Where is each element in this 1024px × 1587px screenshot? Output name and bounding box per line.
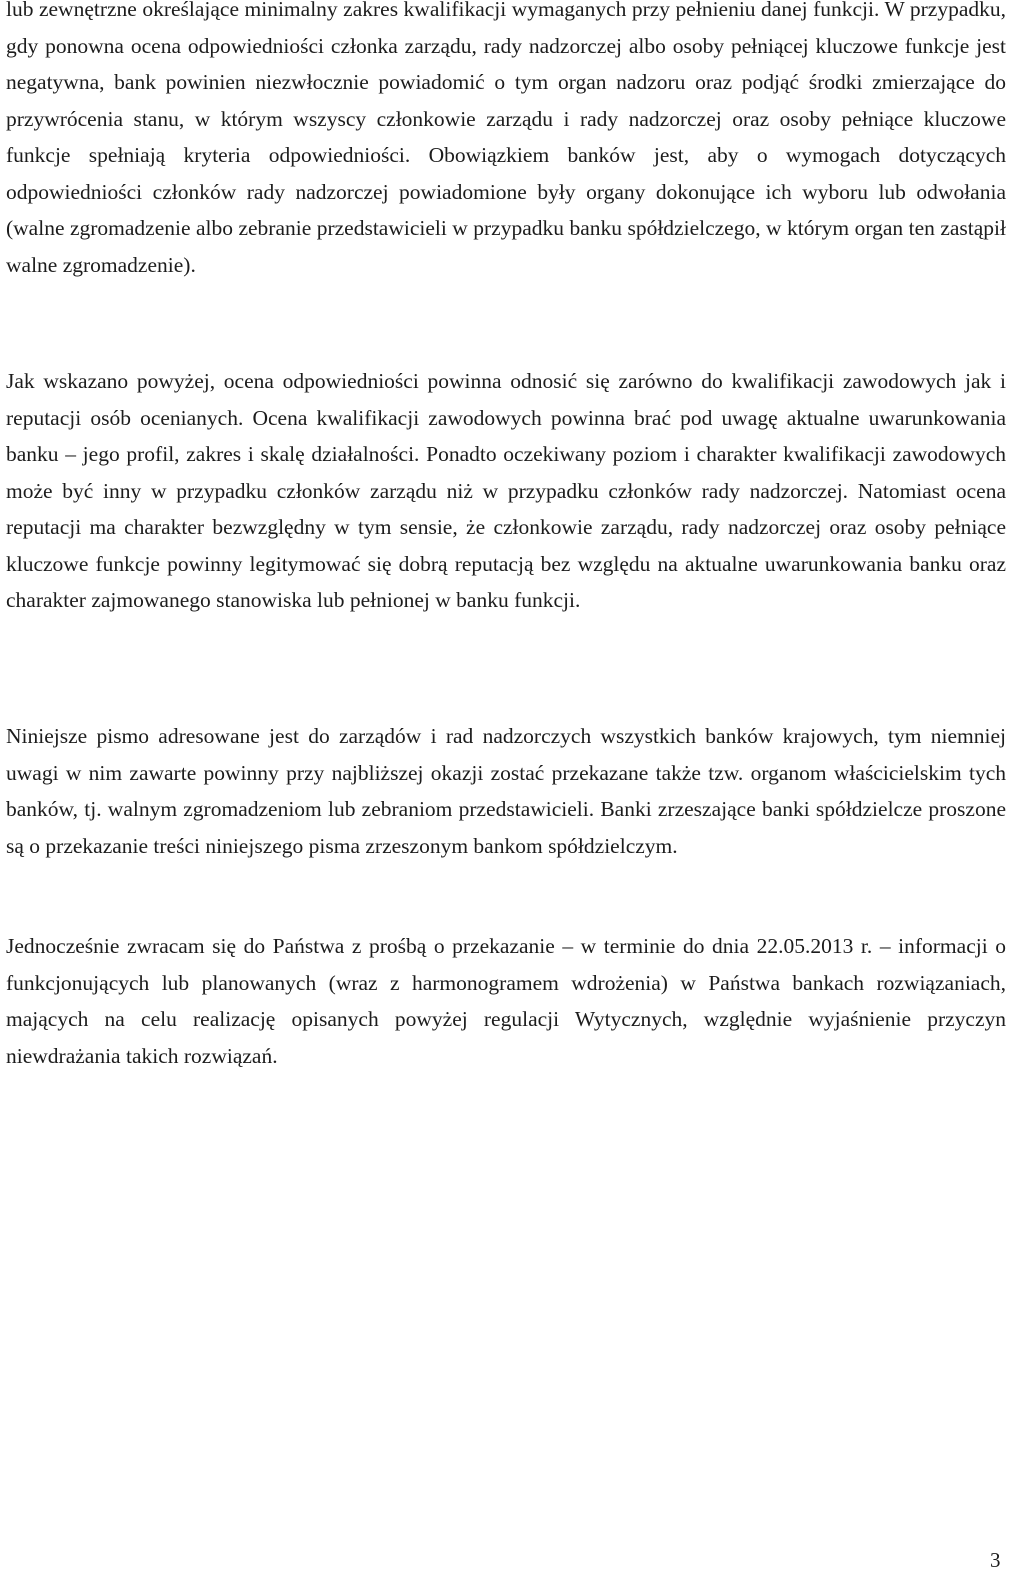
paragraph-addressees: Niniejsze pismo adresowane jest do zarządów i rad nadzorczych wszystkich banków krajowych, tym niemniej uwagi w nim zawarte powinny przy najbliższej okazji zostać przekazane także tzw. organom właścicielskim tych banków, tj. walnym zgromadzeniom lub zebraniom przedstawicieli. Banki zrzeszające banki spółdzielcze proszone są o przekazanie treści niniejszego pisma zrzeszonym bankom spółdzielczym. [6,724,1006,858]
paragraph-suitability-reassessment: lub zewnętrzne określające minimalny zakres kwalifikacji wymaganych przy pełnieniu danej funkcji. W przypadku, gdy ponowna ocena odpowiedniości członka zarządu, rady nadzorczej albo osoby pełniącej kluczowe funkcje jest negatywna, bank powinien niezwłocznie powiadomić o tym organ nadzoru oraz podjąć środki zmierzające do przywrócenia stanu, w którym wszyscy członkowie zarządu i rady nadzorczej oraz osoby pełniące kluczowe funkcje spełniają kryteria odpowiedniości. Obowiązkiem banków jest, aby o wymogach dotyczących odpowiedniości członków rady nadzorczej powiadomione były organy dokonujące ich wyboru lub odwołania (walne zgromadzenie albo zebranie przedstawicieli w przypadku banku spółdzielczego, w którym organ ten zastąpił walne zgromadzenie). [6,0,1006,277]
paragraph-qualifications-reputation: Jak wskazano powyżej, ocena odpowiedniości powinna odnosić się zarówno do kwalifikacji zawodowych jak i reputacji osób ocenianych. Ocena kwalifikacji zawodowych powinna brać pod uwagę aktualne uwarunkowania banku – jego profil, zakres i skalę działalności. Ponadto oczekiwany poziom i charakter kwalifikacji zawodowych może być inny w przypadku członków zarządu niż w przypadku członków rady nadzorczej. Natomiast ocena reputacji ma charakter bezwzględny w tym sensie, że członkowie zarządu, rady nadzorczej oraz osoby pełniące kluczowe funkcje powinny legitymować się dobrą reputacją bez względu na aktualne uwarunkowania banku oraz charakter zajmowanego stanowiska lub pełnionej w banku funkcji. [6,369,1006,612]
paragraph-information-request: Jednocześnie zwracam się do Państwa z prośbą o przekazanie – w terminie do dnia 22.05.2013 r. – informacji o funkcjonujących lub planowanych (wraz z harmonogramem wdrożenia) w Państwa bankach rozwiązaniach, mających na celu realizację opisanych powyżej regulacji Wytycznych, względnie wyjaśnienie przyczyn niewdrażania takich rozwiązań. [6,934,1006,1068]
page-number: 3 [990,1548,1001,1572]
